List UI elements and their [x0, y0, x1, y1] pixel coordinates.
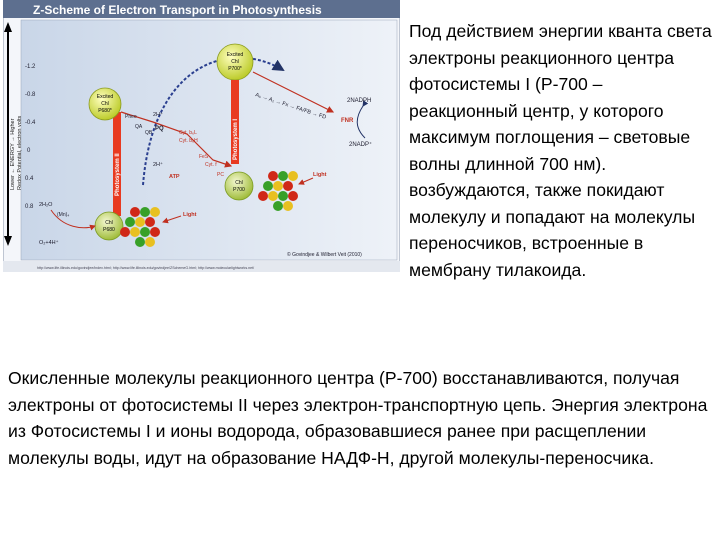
- acceptor-chain-label: A₀ → A₁ → Fx → FA/FB → FD: [254, 92, 327, 121]
- p700: [225, 172, 253, 200]
- svg-text:Chl: Chl: [231, 59, 239, 65]
- figure-title: Z-Scheme of Electron Transport in Photosynthesis: [33, 3, 322, 17]
- svg-text:QA: QA: [135, 124, 143, 130]
- svg-text:2H⁺: 2H⁺: [153, 112, 163, 118]
- svg-text:Cyt. b₆H: Cyt. b₆H: [179, 138, 198, 144]
- p680: [95, 212, 123, 240]
- svg-text:Chl: Chl: [105, 220, 113, 226]
- nadp-label: 2NADP⁺: [349, 142, 373, 148]
- copyright: © Govindjee & Wilbert Veit (2010): [287, 252, 362, 258]
- svg-text:PC: PC: [217, 172, 224, 178]
- svg-text:P680: P680: [103, 227, 115, 233]
- svg-text:Excited: Excited: [226, 52, 244, 58]
- svg-text:2H₂O: 2H₂O: [39, 202, 53, 208]
- svg-text:Chl: Chl: [235, 180, 243, 186]
- tick-label: -0.4: [25, 120, 36, 126]
- z-scheme-figure: [3, 0, 400, 272]
- fnr-label: FNR: [341, 118, 354, 124]
- svg-text:Light: Light: [183, 212, 197, 218]
- svg-text:Cyt. f: Cyt. f: [205, 162, 217, 168]
- svg-text:P680*: P680*: [98, 108, 112, 114]
- tick-label: -1.2: [25, 64, 36, 70]
- axis-label-energy: Lower ← ENERGY → Higher: [10, 118, 16, 190]
- svg-text:2H⁺: 2H⁺: [153, 162, 163, 168]
- svg-text:Photosystem II: Photosystem II: [115, 153, 121, 196]
- svg-text:Light: Light: [313, 172, 327, 178]
- nadph-label: 2NADPH: [347, 98, 372, 104]
- svg-text:P700*: P700*: [228, 66, 242, 72]
- bottom-paragraph: Окисленные молекулы реакционного центра (P-700) восстанавливаются, получая электроны от фотосистемы II через электрон-транспортную цепь. Энергия электрона из Фотосистемы I и ионы водорода, образовавшиеся ранее при расщеплении молекулы воды, идут на образование НАДФ-Н, другой молекулы-переносчика.: [8, 368, 708, 468]
- svg-text:PQ: PQ: [155, 126, 164, 132]
- svg-text:Chl: Chl: [101, 101, 109, 107]
- tick-label: 0.4: [25, 176, 34, 182]
- svg-text:ATP: ATP: [169, 174, 180, 180]
- svg-text:Photosystem I: Photosystem I: [233, 118, 239, 160]
- svg-text:Cyt. b₆L: Cyt. b₆L: [179, 130, 197, 136]
- svg-text:Excited: Excited: [96, 94, 114, 100]
- svg-text:FeS: FeS: [199, 154, 209, 160]
- svg-text:QB: QB: [145, 130, 153, 136]
- svg-text:P700: P700: [233, 187, 245, 193]
- source-urls: http://www.life.illinois.edu/govindjee/index.html; http://www.life.illinois.edu/govindjee/ZSchemeG.html; http://www.molecularlightworks.net/: [37, 266, 255, 270]
- svg-text:(Mn)₄: (Mn)₄: [57, 212, 70, 218]
- axis-label-redox: Redox Potential, electron volts: [17, 115, 23, 190]
- svg-text:Pheo: Pheo: [125, 114, 137, 120]
- tick-label: 0: [27, 148, 31, 154]
- tick-label: -0.8: [25, 92, 36, 98]
- tick-label: 0.8: [25, 204, 34, 210]
- side-paragraph: Под действием энергии кванта света электроны реакционного центра фотосистемы I (P-700 – реакционный центр, у которого максимум поглощения – световые волны длинной 700 нм). возбуждаются, также покидают молекулу и попадают на молекулы переносчиков, встроенные в мембрану тилакоида.: [409, 21, 712, 280]
- svg-text:O₂+4H⁺: O₂+4H⁺: [39, 240, 59, 246]
